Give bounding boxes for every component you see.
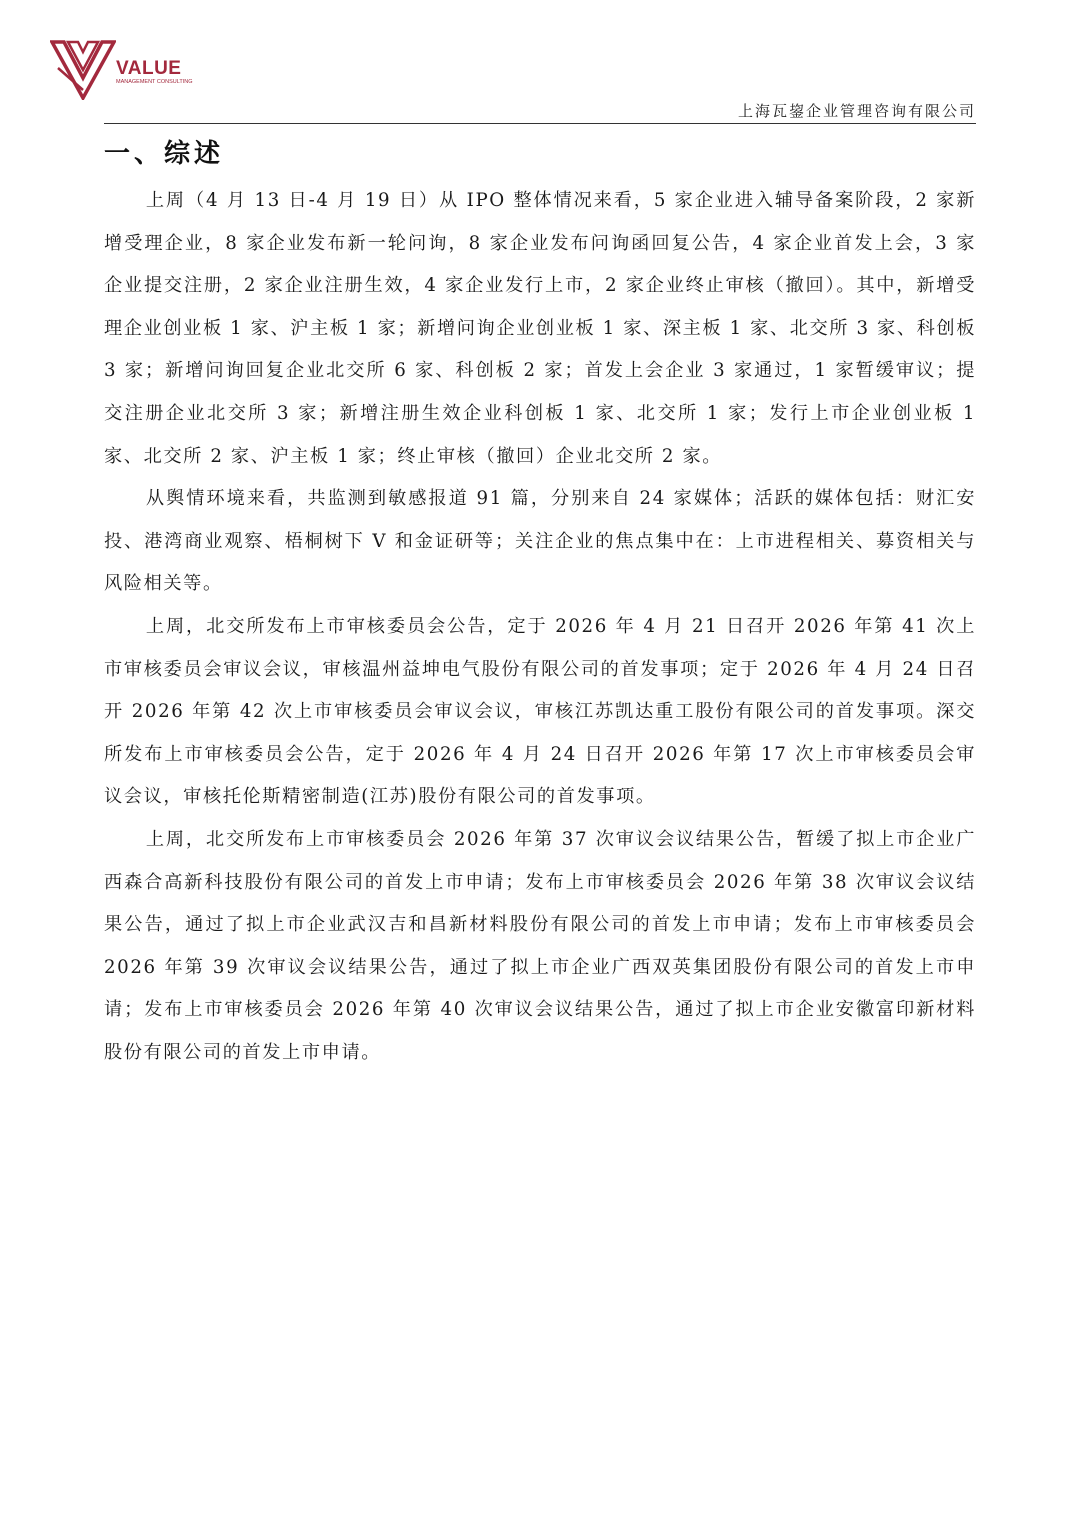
paragraph-review-meeting-notices: 上周，北交所发布上市审核委员会公告，定于 2026 年 4 月 21 日召开 2026 年第 41 次上市审核委员会审议会议，审核温州益坤电气股份有限公司的首发事项；定于 2026 年 4 月 24 日召开 2026 年第 42 次上市审核委员会审议会议，审核江苏凯达重工股份有限公司的首发事项。深交所发布上市审核委员会公告，定于 2026 年 4 月 24 日召开 2026 年第 17 次上市审核委员会审议会议，审核托伦斯精密制造(江苏)股份有限公司的首发事项。 xyxy=(104,615,976,808)
logo-tagline: MANAGEMENT CONSULTING xyxy=(116,79,193,85)
logo-wordmark: VALUE xyxy=(116,58,182,79)
section-title: 一、综述 xyxy=(104,139,225,169)
body-content xyxy=(104,180,976,1074)
company-name: 上海瓦鋆企业管理咨询有限公司 xyxy=(737,102,976,120)
paragraph-ipo-overview: 上周（4 月 13 日-4 月 19 日）从 IPO 整体情况来看，5 家企业进入辅导备案阶段，2 家新增受理企业，8 家企业发布新一轮问询，8 家企业发布问询函回复公告，4 家企业首发上会，3 家企业提交注册，2 家企业注册生效，4 家企业发行上市，2 家企业终止审核（撤回）。其中，新增受理企业创业板 1 家、沪主板 1 家；新增问询企业创业板 1 家、深主板 1 家、北交所 3 家、科创板 3 家；新增问询回复企业北交所 6 家、科创板 2 家；首发上会企业 3 家通过，1 家暂缓审议；提交注册企业北交所 3 家；新增注册生效企业科创板 1 家、北交所 1 家；发行上市企业创业板 1 家、北交所 2 家、沪主板 1 家；终止审核（撤回）企业北交所 2 家。 xyxy=(104,190,976,467)
header-divider xyxy=(104,123,976,124)
company-logo xyxy=(50,38,193,100)
logo-v-mark-icon xyxy=(50,38,116,100)
paragraph-review-meeting-results: 上周，北交所发布上市审核委员会 2026 年第 37 次审议会议结果公告，暂缓了拟上市企业广西森合高新科技股份有限公司的首发上市申请；发布上市审核委员会 2026 年第 38 次审议会议结果公告，通过了拟上市企业武汉吉和昌新材料股份有限公司的首发上市申请；发布上市审核委员会 2026 年第 39 次审议会议结果公告，通过了拟上市企业广西双英集团股份有限公司的首发上市申请；发布上市审核委员会 2026 年第 40 次审议会议结果公告，通过了拟上市企业安徽富印新材料股份有限公司的首发上市申请。 xyxy=(104,828,976,1063)
paragraph-public-opinion: 从舆情环境来看，共监测到敏感报道 91 篇，分别来自 24 家媒体；活跃的媒体包括：财汇安投、港湾商业观察、梧桐树下 V 和金证研等；关注企业的焦点集中在：上市进程相关、募资相关与风险相关等。 xyxy=(104,488,976,595)
